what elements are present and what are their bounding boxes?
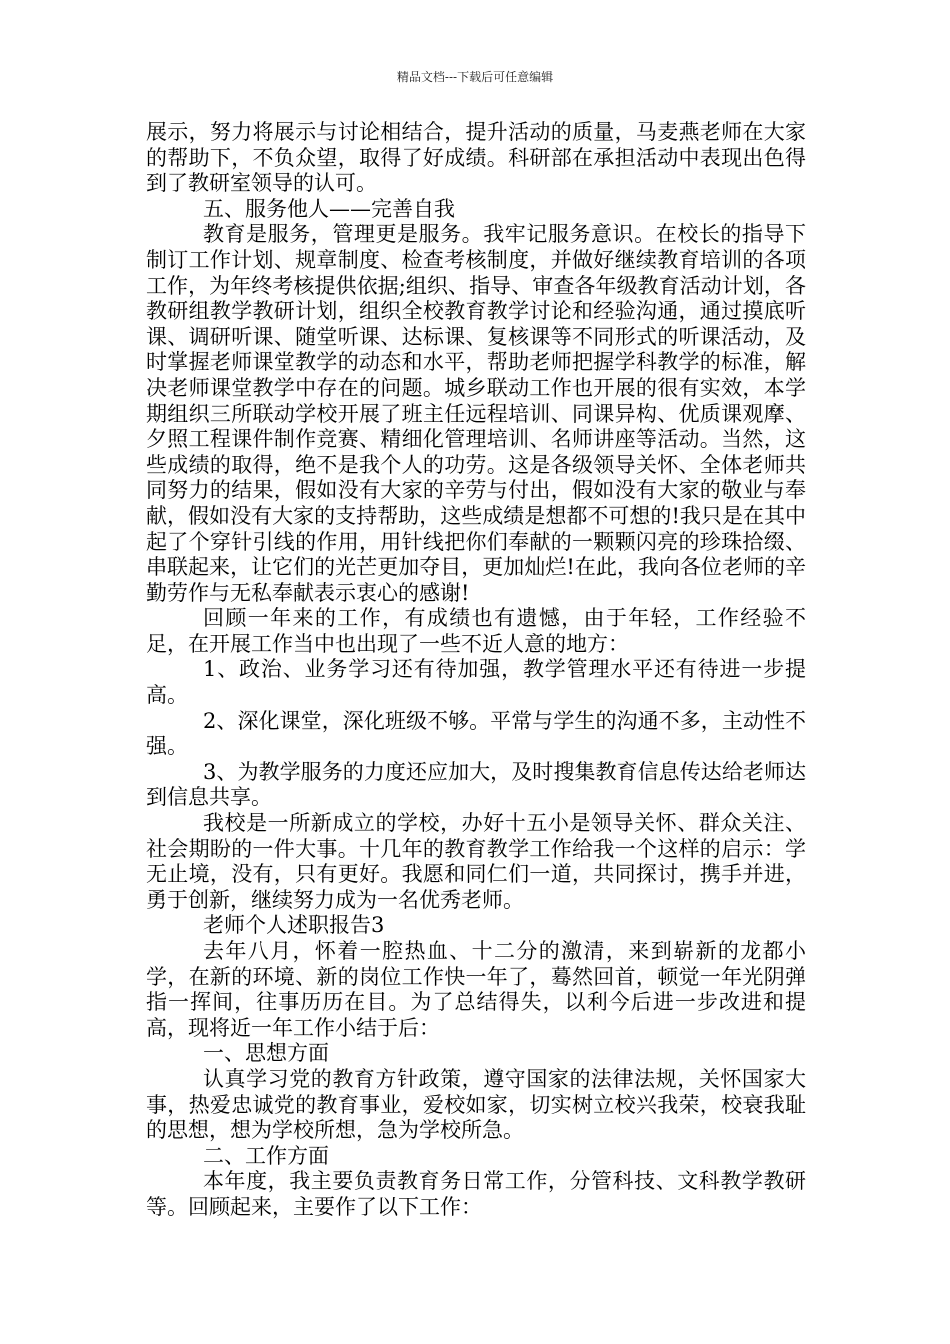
- list-item: 3、为教学服务的力度还应加大，及时搜集教育信息传达给老师达到信息共享。: [146, 759, 806, 810]
- paragraph: 展示，努力将展示与讨论相结合，提升活动的质量，马麦燕老师在大家的帮助下，不负众望，取得了好成绩。科研部在承担活动中表现出色得到了教研室领导的认可。: [146, 120, 806, 196]
- report-title: 老师个人述职报告3: [203, 913, 385, 938]
- page-header: 精品文档---下载后可任意编辑: [396, 70, 554, 84]
- paragraph: 回顾一年来的工作，有成绩也有遗憾，由于年轻，工作经验不足，在开展工作当中也出现了一些不近人意的地方：: [146, 606, 806, 656]
- paragraph: 去年八月，怀着一腔热血、十二分的激清，来到崭新的龙都小学，在新的环境、新的岗位工作快一年了，蓦然回首，顿觉一年光阴弹指一挥间，往事历历在目。为了总结得失，以利今后进一步改进和提高，现将近一年工作小结于后：: [146, 939, 806, 1040]
- section-heading: 一、思想方面: [203, 1041, 329, 1066]
- paragraph: 本年度，我主要负责教育务日常工作，分管科技、文科教学教研等。回顾起来，主要作了以下工作：: [146, 1169, 806, 1219]
- list-item: 1、政治、业务学习还有待加强，教学管理水平还有待进一步提高。: [146, 657, 806, 708]
- paragraph: 认真学习党的教育方针政策，遵守国家的法律法规，关怀国家大事，热爱忠诚党的教育事业，爱校如家，切实树立校兴我荣，校衰我耻的思想，想为学校所想，急为学校所急。: [146, 1066, 806, 1143]
- document-body: [146, 120, 806, 1221]
- paragraph: 教育是服务，管理更是服务。我牢记服务意识。在校长的指导下制订工作计划、规章制度、检查考核制度，并做好继续教育培训的各项工作，为年终考核提供依据;组织、指导、审查各年级教育活动计划，各教研组教学教研计划，组织全校教育教学讨论和经验沟通，通过摸底听课、调研听课、随堂听课、达标课、复核课等不同形式的听课活动，及时掌握老师课堂教学的动态和水平，帮助老师把握学科教学的标准，解决老师课堂教学中存在的问题。城乡联动工作也开展的很有实效，本学期组织三所联动学校开展了班主任远程培训、同课异构、优质课观摩、夕照工程课件制作竞赛、精细化管理培训、名师讲座等活动。当然，这些成绩的取得，绝不是我个人的功劳。这是各级领导关怀、全体老师共同努力的结果，假如没有大家的辛劳与付出，假如没有大家的敬业与奉献，假如没有大家的支持帮助，这些成绩是想都不可想的!我只是在其中起了个穿针引线的作用，用针线把你们奉献的一颗颗闪亮的珍珠拾缀、串联起来，让它们的光芒更加夺目，更加灿烂!在此，我向各位老师的辛勤劳作与无私奉献表示衷心的感谢!: [146, 222, 806, 605]
- section-heading: 二、工作方面: [203, 1143, 329, 1168]
- paragraph: 我校是一所新成立的学校，办好十五小是领导关怀、群众关注、社会期盼的一件大事。十几年的教育教学工作给我一个这样的启示：学无止境，没有，只有更好。我愿和同仁们一道，共同探讨，携手并进，勇于创新，继续努力成为一名优秀老师。: [146, 811, 806, 912]
- list-item: 2、深化课堂，深化班级不够。平常与学生的沟通不多，主动性不强。: [146, 708, 806, 759]
- section-heading: 五、服务他人——完善自我: [203, 196, 455, 221]
